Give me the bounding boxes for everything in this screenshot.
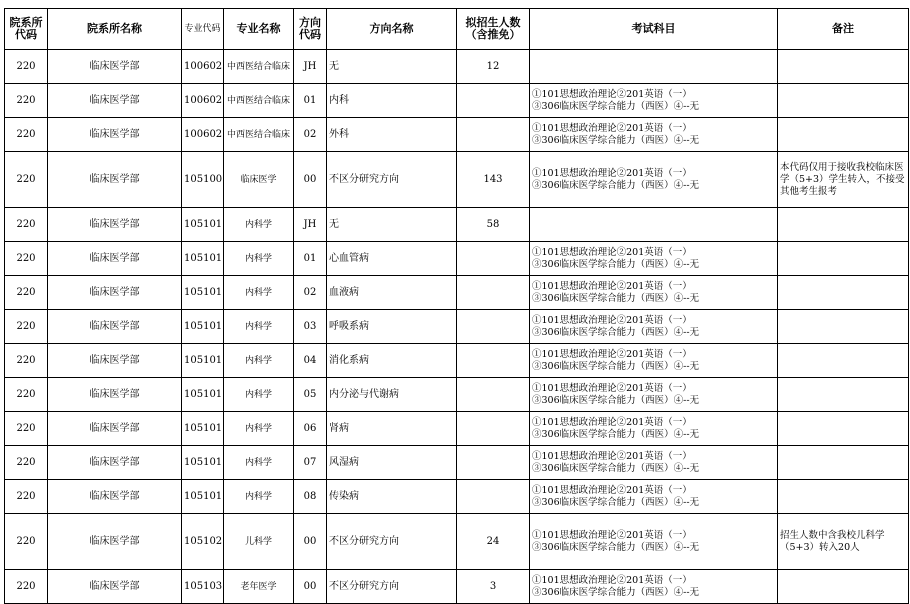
exam-line-1: ①101思想政治理论②201英语（一） [532,484,692,496]
exam-line-2: ③306临床医学综合能力（西医）④--无 [532,541,700,553]
exam-line-2: ③306临床医学综合能力（西医）④--无 [532,258,700,270]
cell-major-code: 105101 [182,208,224,242]
cell-remark [778,412,909,446]
cell-major-name: 老年医学 [224,570,294,604]
header-major-code: 专业代码 [182,9,224,50]
cell-major-code: 105101 [182,412,224,446]
header-dir-name: 方向名称 [327,9,457,50]
cell-dir-code: 00 [294,514,327,570]
cell-dept-name: 临床医学部 [48,50,182,84]
cell-dept-name: 临床医学部 [48,152,182,208]
cell-quota: 143 [457,152,530,208]
cell-major-code: 105101 [182,378,224,412]
cell-quota [457,242,530,276]
table-row [5,276,909,310]
cell-exam [530,570,778,604]
cell-dir-name: 传染病 [327,480,457,514]
cell-exam [530,50,778,84]
cell-dept-name: 临床医学部 [48,118,182,152]
cell-dept-name: 临床医学部 [48,242,182,276]
table-row [5,480,909,514]
table-row [5,208,909,242]
cell-dir-name: 外科 [327,118,457,152]
exam-line-1: ①101思想政治理论②201英语（一） [532,574,692,586]
cell-dept-code: 220 [5,50,48,84]
cell-dept-name: 临床医学部 [48,344,182,378]
cell-dept-name: 临床医学部 [48,446,182,480]
table-row [5,50,909,84]
cell-major-code: 105101 [182,310,224,344]
cell-major-code: 105100 [182,152,224,208]
exam-line-2: ③306临床医学综合能力（西医）④--无 [532,586,700,598]
table-row [5,118,909,152]
cell-dept-code: 220 [5,412,48,446]
cell-remark [778,84,909,118]
cell-dept-code: 220 [5,310,48,344]
cell-major-name: 中西医结合临床 [224,84,294,118]
cell-dir-code: 01 [294,84,327,118]
cell-dir-name: 心血管病 [327,242,457,276]
cell-major-code: 100602 [182,118,224,152]
cell-dept-name: 临床医学部 [48,310,182,344]
cell-major-code: 105101 [182,446,224,480]
header-major-name: 专业名称 [224,9,294,50]
cell-exam [530,84,778,118]
cell-remark [778,378,909,412]
exam-line-1: ①101思想政治理论②201英语（一） [532,314,692,326]
table-row [5,570,909,604]
table-row [5,152,909,208]
table-row [5,310,909,344]
cell-major-name: 内科学 [224,412,294,446]
cell-major-code: 105101 [182,480,224,514]
cell-dir-code: 05 [294,378,327,412]
exam-line-1: ①101思想政治理论②201英语（一） [532,348,692,360]
cell-remark [778,570,909,604]
cell-exam [530,310,778,344]
cell-dir-code: 00 [294,152,327,208]
header-row [5,9,909,50]
cell-dir-name: 内科 [327,84,457,118]
cell-major-code: 105103 [182,570,224,604]
cell-dept-code: 220 [5,84,48,118]
cell-exam [530,242,778,276]
header-dept-name: 院系所名称 [48,9,182,50]
cell-quota [457,276,530,310]
header-dir-code: 方向代码 [294,9,327,50]
cell-remark [778,118,909,152]
cell-dir-code: JH [294,208,327,242]
cell-remark [778,276,909,310]
cell-dir-name: 不区分研究方向 [327,514,457,570]
header-dept-code: 院系所代码 [5,9,48,50]
cell-dir-code: 01 [294,242,327,276]
exam-line-1: ①101思想政治理论②201英语（一） [532,122,692,134]
cell-dept-code: 220 [5,514,48,570]
cell-dir-name: 呼吸系病 [327,310,457,344]
exam-line-2: ③306临床医学综合能力（西医）④--无 [532,428,700,440]
exam-line-1: ①101思想政治理论②201英语（一） [532,529,692,541]
cell-dept-name: 临床医学部 [48,378,182,412]
cell-quota [457,310,530,344]
cell-exam [530,412,778,446]
exam-line-1: ①101思想政治理论②201英语（一） [532,246,692,258]
cell-dept-name: 临床医学部 [48,570,182,604]
cell-remark: 招生人数中含我校儿科学（5+3）转入20人 [778,514,909,570]
table-row [5,514,909,570]
cell-dir-name: 无 [327,208,457,242]
header-remark: 备注 [778,9,909,50]
exam-line-1: ①101思想政治理论②201英语（一） [532,450,692,462]
cell-major-code: 105101 [182,276,224,310]
table-row [5,344,909,378]
cell-dir-code: 06 [294,412,327,446]
cell-dept-name: 临床医学部 [48,480,182,514]
cell-dept-name: 临床医学部 [48,514,182,570]
exam-line-2: ③306临床医学综合能力（西医）④--无 [532,179,700,191]
cell-dir-code: 04 [294,344,327,378]
cell-quota: 12 [457,50,530,84]
cell-quota [457,118,530,152]
cell-quota [457,412,530,446]
cell-dir-code: 03 [294,310,327,344]
cell-major-code: 100602 [182,84,224,118]
exam-line-2: ③306临床医学综合能力（西医）④--无 [532,134,700,146]
cell-quota [457,446,530,480]
exam-line-1: ①101思想政治理论②201英语（一） [532,88,692,100]
cell-dept-name: 临床医学部 [48,84,182,118]
cell-dir-code: 07 [294,446,327,480]
cell-remark [778,50,909,84]
cell-major-code: 100602 [182,50,224,84]
cell-exam [530,480,778,514]
cell-dept-code: 220 [5,118,48,152]
table-row [5,378,909,412]
cell-major-code: 105101 [182,344,224,378]
cell-major-name: 内科学 [224,310,294,344]
cell-major-name: 临床医学 [224,152,294,208]
cell-quota [457,378,530,412]
exam-line-1: ①101思想政治理论②201英语（一） [532,167,692,179]
cell-dir-name: 无 [327,50,457,84]
exam-line-2: ③306临床医学综合能力（西医）④--无 [532,326,700,338]
admissions-table [4,8,909,604]
table-row [5,242,909,276]
exam-line-1: ①101思想政治理论②201英语（一） [532,416,692,428]
cell-dir-code: 02 [294,276,327,310]
cell-quota [457,344,530,378]
cell-dept-code: 220 [5,570,48,604]
cell-quota: 58 [457,208,530,242]
cell-exam [530,152,778,208]
cell-exam [530,118,778,152]
exam-line-2: ③306临床医学综合能力（西医）④--无 [532,292,700,304]
table-row [5,446,909,480]
cell-dept-code: 220 [5,446,48,480]
cell-dept-name: 临床医学部 [48,412,182,446]
exam-line-2: ③306临床医学综合能力（西医）④--无 [532,360,700,372]
cell-dir-name: 内分泌与代谢病 [327,378,457,412]
cell-major-name: 中西医结合临床 [224,50,294,84]
cell-remark [778,242,909,276]
cell-dept-code: 220 [5,480,48,514]
exam-line-2: ③306临床医学综合能力（西医）④--无 [532,496,700,508]
cell-exam [530,446,778,480]
cell-quota: 3 [457,570,530,604]
cell-dept-name: 临床医学部 [48,276,182,310]
cell-exam [530,276,778,310]
cell-dept-code: 220 [5,242,48,276]
header-exam: 考试科目 [530,9,778,50]
cell-quota: 24 [457,514,530,570]
cell-major-name: 内科学 [224,344,294,378]
cell-remark [778,344,909,378]
cell-major-name: 内科学 [224,242,294,276]
cell-exam [530,378,778,412]
cell-major-name: 内科学 [224,208,294,242]
exam-line-1: ①101思想政治理论②201英语（一） [532,382,692,394]
cell-dept-code: 220 [5,378,48,412]
cell-dir-name: 不区分研究方向 [327,152,457,208]
cell-dir-name: 不区分研究方向 [327,570,457,604]
header-quota: 拟招生人数（含推免） [457,9,530,50]
cell-dir-code: 08 [294,480,327,514]
cell-dept-code: 220 [5,276,48,310]
cell-major-name: 内科学 [224,378,294,412]
cell-major-name: 内科学 [224,276,294,310]
cell-dir-code: 00 [294,570,327,604]
exam-line-2: ③306临床医学综合能力（西医）④--无 [532,462,700,474]
cell-major-name: 儿科学 [224,514,294,570]
cell-dir-code: 02 [294,118,327,152]
cell-remark [778,480,909,514]
cell-dir-name: 血液病 [327,276,457,310]
cell-major-name: 中西医结合临床 [224,118,294,152]
exam-line-1: ①101思想政治理论②201英语（一） [532,280,692,292]
cell-major-name: 内科学 [224,480,294,514]
table-row [5,84,909,118]
exam-line-2: ③306临床医学综合能力（西医）④--无 [532,394,700,406]
cell-dir-name: 风湿病 [327,446,457,480]
cell-remark [778,208,909,242]
cell-dept-name: 临床医学部 [48,208,182,242]
cell-major-code: 105102 [182,514,224,570]
cell-dir-name: 消化系病 [327,344,457,378]
cell-remark [778,310,909,344]
cell-exam [530,514,778,570]
cell-quota [457,480,530,514]
cell-dept-code: 220 [5,152,48,208]
cell-dept-code: 220 [5,208,48,242]
cell-remark: 本代码仅用于接收我校临床医学（5+3）学生转入，不接受其他考生报考 [778,152,909,208]
cell-exam [530,344,778,378]
table-row [5,412,909,446]
exam-line-2: ③306临床医学综合能力（西医）④--无 [532,100,700,112]
cell-dir-name: 肾病 [327,412,457,446]
cell-dept-code: 220 [5,344,48,378]
cell-dir-code: JH [294,50,327,84]
cell-exam [530,208,778,242]
cell-quota [457,84,530,118]
cell-major-name: 内科学 [224,446,294,480]
cell-major-code: 105101 [182,242,224,276]
cell-remark [778,446,909,480]
